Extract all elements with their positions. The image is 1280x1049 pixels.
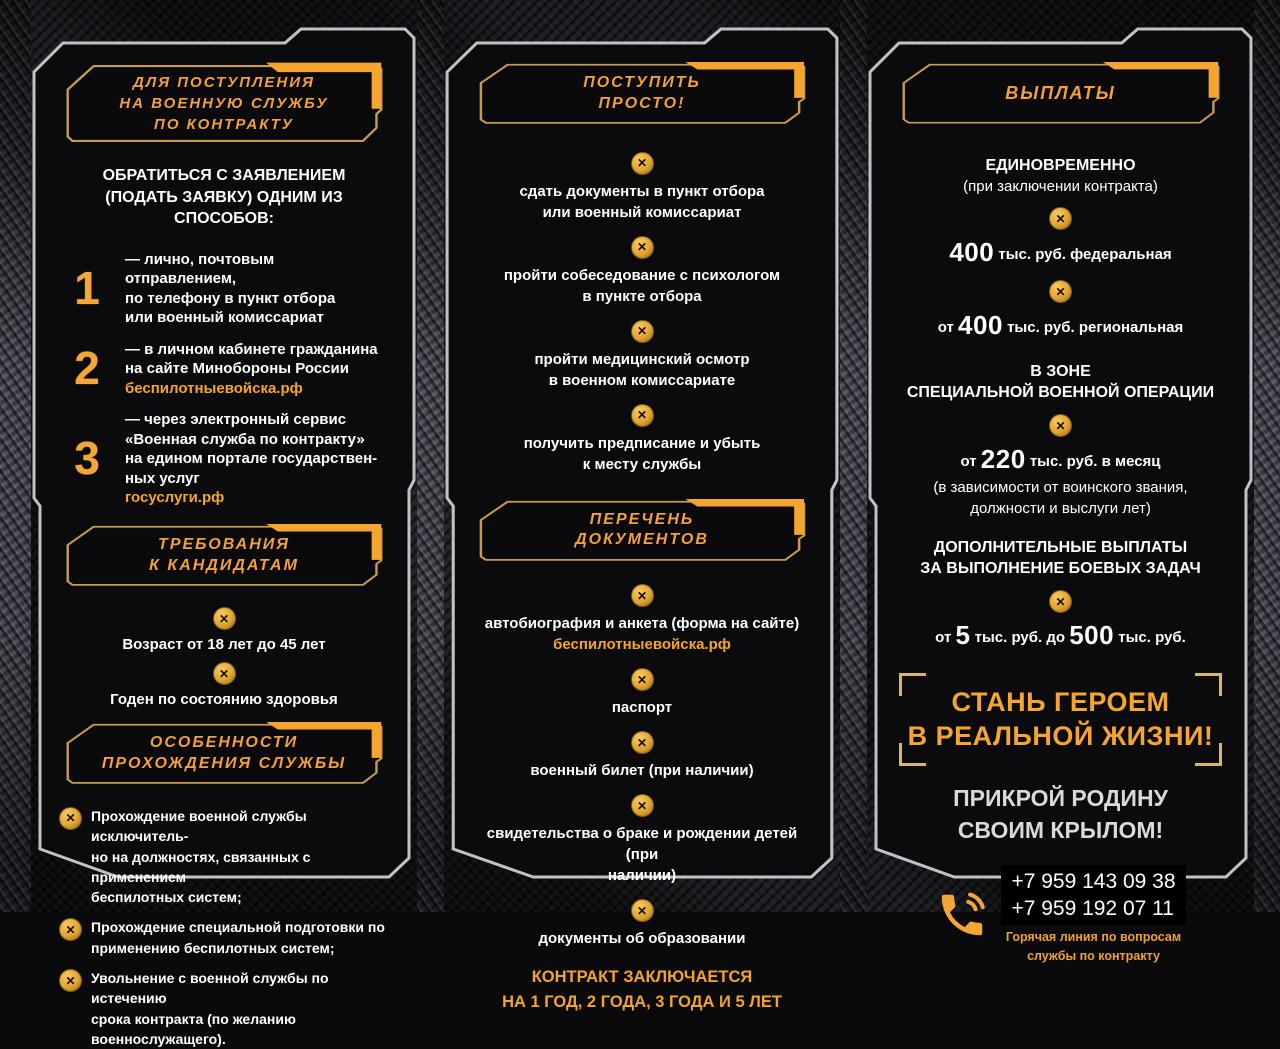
marker-icon: ✕ — [631, 236, 654, 259]
step-item — [472, 320, 812, 391]
text-line: — через электронный сервис — [125, 411, 347, 429]
text-line: Прохождение военной службы исключитель- — [91, 807, 307, 845]
text-line: СТАНЬ ГЕРОЕМ — [951, 686, 1170, 717]
text-line: на сайте Минобороны России — [125, 360, 349, 378]
text-line: но на должностях, связанных с применением — [91, 848, 311, 885]
panel-easy-to-join — [444, 26, 840, 1011]
header-line: ДОКУМЕНТОВ — [575, 531, 709, 549]
panel1-content — [31, 26, 417, 1047]
text-line: ных услуг — [125, 469, 200, 487]
text-line: ОБРАТИТЬСЯ С ЗАЯВЛЕНИЕМ — [102, 167, 346, 184]
hero-callout — [899, 673, 1222, 767]
text-line: применению беспилотных систем; — [91, 939, 335, 956]
text-line: автобиография и анкета (форма на сайте) — [484, 615, 800, 633]
corner-bracket-icon — [899, 673, 926, 696]
text-line: наличии) — [607, 867, 677, 885]
method-number: 1 — [74, 261, 100, 314]
text-line: пройти собеседование с психологом — [503, 266, 781, 284]
text-line: в пункте отбора — [582, 287, 702, 305]
header-line: К КАНДИДАТАМ — [149, 556, 299, 574]
corner-bracket-icon — [899, 743, 926, 766]
payment-tasks: от 5 тыс. руб. до 500 тыс. руб. — [935, 620, 1186, 650]
extra-payments-title — [895, 537, 1226, 580]
marker-icon: ✕ — [631, 794, 654, 817]
carbon-strip-right — [1254, 0, 1280, 912]
doc-item — [472, 584, 812, 655]
text-line: беспилотных систем; — [91, 889, 242, 906]
marker-icon: ✕ — [213, 662, 236, 685]
section-header-apply — [61, 60, 387, 147]
doc-item — [472, 899, 812, 949]
corner-bracket-icon — [1195, 743, 1222, 766]
marker-icon: ✕ — [1049, 207, 1072, 230]
amount: 500 — [1069, 620, 1115, 650]
marker-icon: ✕ — [59, 969, 82, 992]
marker-icon: ✕ — [1049, 590, 1072, 613]
header-line: ПРОСТО! — [598, 94, 686, 112]
header-line: ПЕРЕЧЕНЬ — [589, 510, 695, 528]
carbon-strip-divider-1 — [417, 0, 444, 912]
marker-icon: ✕ — [631, 404, 654, 427]
phone-icon — [935, 888, 989, 942]
header-line: ПРОХОЖДЕНИЯ СЛУЖБЫ — [101, 755, 347, 773]
text-line: — в личном кабинете гражданина — [125, 340, 378, 358]
phone-number[interactable]: +7 959 192 07 11 — [1011, 896, 1174, 920]
text-line: сдать документы в пункт отбора — [519, 182, 765, 200]
panel-payments — [867, 26, 1254, 964]
header-line: ДЛЯ ПОСТУПЛЕНИЯ — [133, 74, 315, 91]
marker-icon: ✕ — [59, 918, 82, 941]
text-line: пройти медицинский осмотр — [534, 350, 750, 368]
text-line: Увольнение с военной службы по истечению — [91, 970, 329, 1007]
site-link[interactable]: беспилотныевойска.рф — [125, 379, 303, 397]
method-2 — [65, 340, 389, 399]
text-line: службы по контракту — [1027, 949, 1160, 964]
text-line: на едином портале государствен- — [125, 450, 378, 468]
text-line: В РЕАЛЬНОЙ ЖИЗНИ! — [907, 720, 1214, 751]
section-header-payments — [897, 60, 1224, 127]
section-header-documents — [474, 497, 810, 565]
text-line: военный билет (при наличии) — [530, 762, 754, 780]
carbon-strip-divider-2 — [840, 0, 867, 912]
text-line: Горячая линия по вопросам — [1005, 930, 1182, 945]
doc-item — [472, 668, 812, 718]
text-line: получить предписание и убыть — [523, 434, 761, 452]
marker-icon: ✕ — [631, 584, 654, 607]
doc-item — [472, 794, 812, 886]
marker-icon: ✕ — [631, 152, 654, 175]
method-1 — [65, 250, 389, 328]
text-line: документы об образовании — [538, 930, 746, 948]
apply-intro — [59, 165, 389, 230]
text-line: В ЗОНЕ — [1030, 362, 1091, 380]
amount: 400 — [949, 237, 995, 268]
marker-icon: ✕ — [213, 607, 236, 630]
step-item — [472, 404, 812, 475]
method-number: 3 — [74, 432, 100, 485]
text-line: ЗА ВЫПОЛНЕНИЕ БОЕВЫХ ЗАДАЧ — [920, 560, 1201, 578]
panel2-content — [444, 26, 840, 1011]
section-header-requirements — [61, 522, 387, 590]
text-line: СВОИМ КРЫЛОМ! — [957, 817, 1164, 844]
payment-regional: от 400 тыс. руб. региональная — [937, 310, 1184, 341]
header-line: ОСОБЕННОСТИ — [149, 734, 299, 752]
header-line: НА ВОЕННУЮ СЛУЖБУ — [119, 95, 329, 112]
text-line: Прохождение специальной подготовки по — [91, 919, 385, 936]
text-line: НА 1 ГОД, 2 ГОДА, 3 ГОДА И 5 ЛЕТ — [502, 992, 782, 1011]
text-line: (при заключении контракта) — [963, 177, 1158, 195]
marker-icon: ✕ — [631, 899, 654, 922]
lump-sum-title — [895, 155, 1226, 197]
site-link[interactable]: беспилотныевойска.рф — [553, 636, 731, 654]
marker-icon: ✕ — [1049, 280, 1072, 303]
marker-icon: ✕ — [59, 807, 82, 830]
text-line: — лично, почтовым отправлением, — [125, 250, 275, 288]
marker-icon: ✕ — [631, 668, 654, 691]
carbon-strip-left — [0, 0, 31, 912]
hotline-label — [1001, 928, 1185, 966]
marker-icon: ✕ — [631, 731, 654, 754]
hotline-block — [895, 865, 1226, 966]
text-line: по телефону в пункт отбора — [125, 289, 336, 307]
text-line: (ПОДАТЬ ЗАЯВКУ) ОДНИМ ИЗ СПОСОБОВ: — [105, 188, 343, 228]
slogan — [895, 782, 1226, 846]
step-item — [472, 236, 812, 307]
doc-item — [472, 731, 812, 781]
feature-item — [59, 968, 389, 1049]
feature-item — [59, 917, 389, 958]
text-line: или военный комиссариат — [125, 309, 324, 327]
text-line: СПЕЦИАЛЬНОЙ ВОЕННОЙ ОПЕРАЦИИ — [906, 384, 1215, 402]
header-line: ПОСТУПИТЬ — [583, 74, 701, 91]
text-line: ЕДИНОВРЕМЕННО — [985, 157, 1136, 175]
method-number: 2 — [74, 342, 100, 395]
marker-icon: ✕ — [631, 320, 654, 343]
text-line: (в зависимости от воинского звания, — [933, 478, 1188, 496]
requirement-item: Годен по состоянию здоровья — [110, 691, 338, 709]
feature-item — [59, 806, 389, 907]
text-line: паспорт — [611, 699, 673, 717]
payment-monthly: от 220 тыс. руб. в месяц (в зависимости от воинского звания, должности и выслуги лет) — [895, 443, 1226, 519]
text-line: ДОПОЛНИТЕЛЬНЫЕ ВЫПЛАТЫ — [933, 538, 1188, 556]
panel-how-to-apply — [31, 26, 417, 1047]
marker-icon: ✕ — [1049, 414, 1072, 437]
amount: 400 — [958, 310, 1003, 341]
step-item — [472, 152, 812, 223]
header-line: ПО КОНТРАКТУ — [154, 116, 294, 133]
requirement-item: Возраст от 18 лет до 45 лет — [122, 636, 326, 654]
header-line: ВЫПЛАТЫ — [1005, 83, 1116, 103]
site-link[interactable]: госуслуги.рф — [125, 489, 225, 507]
amount: 5 — [955, 620, 971, 650]
text-line: ПРИКРОЙ РОДИНУ — [953, 785, 1168, 812]
text-line: свидетельства о браке и рождении детей (при — [486, 825, 798, 864]
text-line: в военном комиссариате — [548, 371, 736, 389]
text-line: КОНТРАКТ ЗАКЛЮЧАЕТСЯ — [531, 968, 753, 987]
text-line: срока контракта (по желанию военнослужащего). — [91, 1010, 296, 1047]
panel3-content — [867, 26, 1254, 964]
section-header-easy — [474, 60, 810, 128]
text-line: «Военная служба по контракту» — [125, 430, 365, 448]
text-line: должности и выслуги лет) — [970, 499, 1151, 517]
contract-terms — [472, 965, 812, 1015]
text-line: или военный комиссариат — [542, 203, 742, 221]
payment-federal: 400 тыс. руб. федеральная — [949, 237, 1172, 268]
text-line: к месту службы — [582, 455, 702, 473]
section-header-features — [61, 720, 387, 788]
header-line: ТРЕБОВАНИЯ — [158, 535, 290, 553]
method-3 — [65, 410, 389, 508]
amount: 220 — [980, 444, 1026, 475]
svo-zone-title — [895, 361, 1226, 404]
phone-number[interactable]: +7 959 143 09 38 — [1011, 869, 1176, 893]
corner-bracket-icon — [1195, 673, 1222, 696]
